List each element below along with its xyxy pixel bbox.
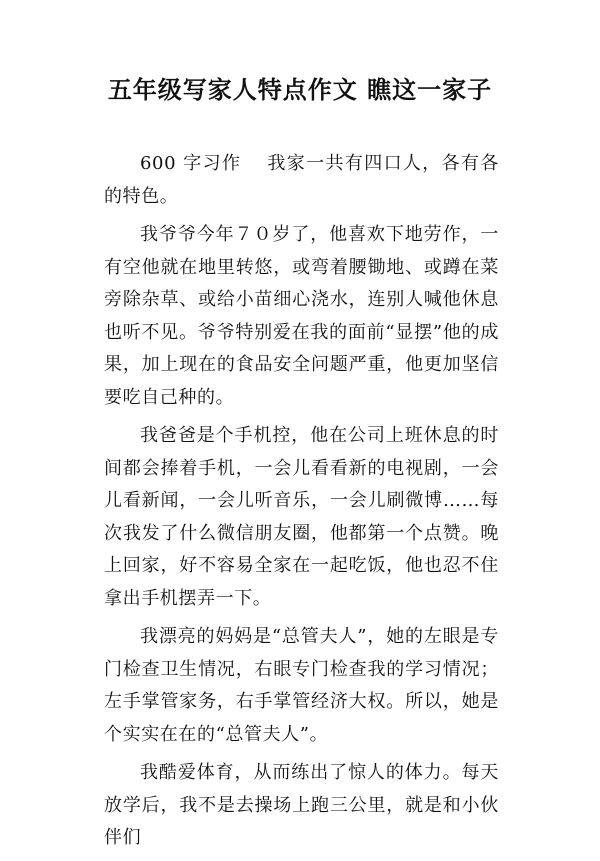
intro-text: 我家一共有四口人，各有各的特色。 [104, 153, 500, 207]
word-count-tag: 600 字习作 [140, 153, 242, 174]
paragraph-me: 我酷爱体育，从而练出了惊人的体力。每天放学后，我不是去操场上跑三公里，就是和小伙伴们 [104, 762, 499, 848]
paragraph-dad: 我爸爸是个手机控，他在公司上班休息的时间都会捧着手机，一会儿看看新的电视剧，一会儿看新闻，一会儿听音乐，一会儿刷微博……每次我发了什么微信朋友圈，他都第一个点赞。晚上回家，好不容易全家在一起吃饭，他也忍不住拿出手机摆弄一下。 [104, 425, 499, 609]
intro-paragraph [104, 148, 499, 213]
document-body [104, 148, 499, 861]
paragraph-grandpa: 我爷爷今年７０岁了，他喜欢下地劳作，一有空他就在地里转悠，或弯着腰锄地、或蹲在菜旁除杂草、或给小苗细心浇水，连别人喊他休息也听不见。爷爷特别爱在我的面前“显摆”他的成果，加上现在的食品安全问题严重，他更加坚信要吃自己种的。 [104, 224, 499, 408]
document-title: 五年级写家人特点作文 瞧这一家子 [107, 76, 493, 104]
paragraph-mom: 我漂亮的妈妈是“总管夫人”，她的左眼是专门检查卫生情况，右眼专门检查我的学习情况；左手掌管家务，右手掌管经济大权。所以，她是个实实在在的“总管夫人”。 [104, 626, 499, 745]
